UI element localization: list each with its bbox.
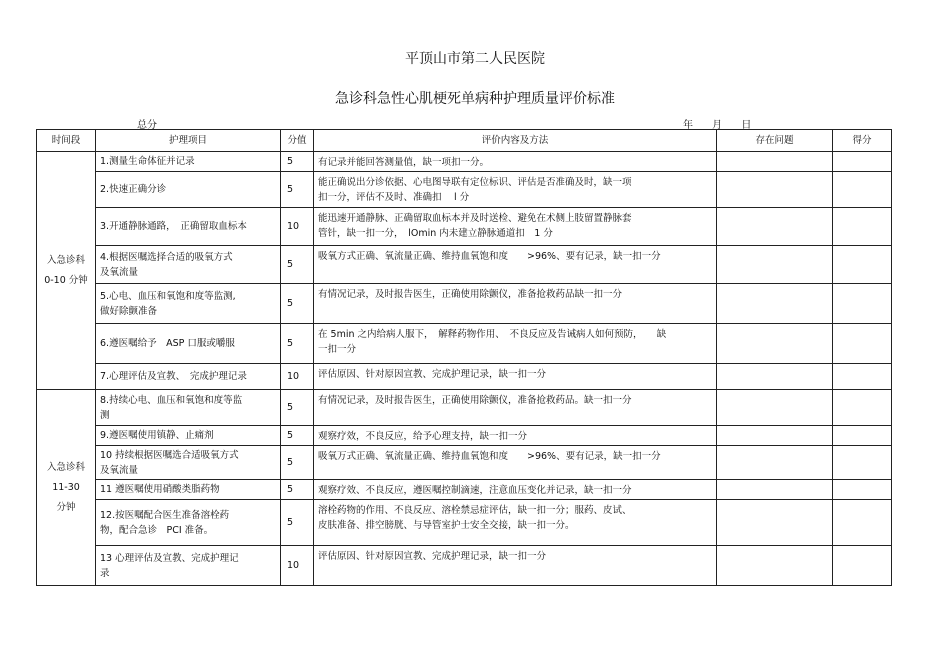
problems-cell: [717, 546, 833, 586]
points-cell: [833, 172, 892, 208]
problems-cell: [717, 284, 833, 324]
nursing-item-cell: 5.心电、血压和氧饱和度等监测, 做好除颤准备: [96, 284, 281, 324]
nursing-item-cell: 11 遵医嘱使用硝酸类脂药物: [96, 480, 281, 500]
table-row: [37, 390, 892, 426]
score-cell: 5: [281, 284, 314, 324]
header-score: 分值: [281, 130, 314, 152]
score-cell: 5: [281, 390, 314, 426]
nursing-item-cell: 12.按医嘱配合医生准备溶栓药 物，配合急诊 PCI 准备。: [96, 500, 281, 546]
nursing-item-cell: 8.持续心电、血压和氧饱和度等监 测: [96, 390, 281, 426]
evaluation-content-cell: 观察疗效，不良反应，给予心理支持，缺一扣一分: [314, 426, 717, 446]
total-score-label: 总分: [137, 120, 157, 131]
evaluation-content-cell: 评估原因、针对原因宣教、完成护理记录，缺一扣一分: [314, 364, 717, 390]
evaluation-content-cell: 能迅速开通静脉、正确留取血标本并及时送检、避免在术侧上肢留置静脉套 管针，缺一扣一分， lOmin 内未建立静脉通道扣 1 分: [314, 208, 717, 246]
nursing-item-cell: 13 心理评估及宣教、完成护理记 录: [96, 546, 281, 586]
score-cell: 10: [281, 546, 314, 586]
score-cell: 5: [281, 446, 314, 480]
score-cell: 5: [281, 480, 314, 500]
nursing-item-cell: 10 持续根据医嘱选合适吸氧方式 及氧流量: [96, 446, 281, 480]
header-time-period: 时间段: [37, 130, 96, 152]
table-header-row: [37, 130, 892, 152]
date-label: 年 月 日: [683, 120, 752, 131]
points-cell: [833, 390, 892, 426]
problems-cell: [717, 172, 833, 208]
evaluation-content-cell: 有记录并能回答测量值，缺一项扣一分。: [314, 152, 717, 172]
time-period-cell: 入急诊科 0-10 分钟: [37, 152, 96, 390]
points-cell: [833, 284, 892, 324]
evaluation-content-cell: 评估原因、针对原因宣教、完成护理记录，缺一扣一分: [314, 546, 717, 586]
points-cell: [833, 446, 892, 480]
problems-cell: [717, 446, 833, 480]
points-cell: [833, 364, 892, 390]
score-cell: 5: [281, 172, 314, 208]
table-row: [37, 172, 892, 208]
table-row: [37, 208, 892, 246]
score-cell: 5: [281, 246, 314, 284]
score-cell: 10: [281, 208, 314, 246]
points-cell: [833, 480, 892, 500]
nursing-item-cell: 9.遵医嘱使用镇静、止痛剂: [96, 426, 281, 446]
problems-cell: [717, 390, 833, 426]
problems-cell: [717, 500, 833, 546]
evaluation-content-cell: 有情况记录，及时报告医生，正确使用除颤仪，准备抢救药品。缺一扣一分: [314, 390, 717, 426]
nursing-item-cell: 6.遵医嘱给予 ASP 口服或嚼服: [96, 324, 281, 364]
nursing-item-cell: 7.心理评估及宣教、 完成护理记录: [96, 364, 281, 390]
problems-cell: [717, 426, 833, 446]
hospital-name: 平顶山市第二人民医院: [405, 51, 545, 67]
score-cell: 5: [281, 152, 314, 172]
points-cell: [833, 246, 892, 284]
points-cell: [833, 324, 892, 364]
problems-cell: [717, 324, 833, 364]
table-row: [37, 480, 892, 500]
header-evaluation-method: 评价内容及方法: [314, 130, 717, 152]
problems-cell: [717, 480, 833, 500]
score-cell: 10: [281, 364, 314, 390]
points-cell: [833, 208, 892, 246]
nursing-item-cell: 3.开通静脉通路， 正确留取血标本: [96, 208, 281, 246]
nursing-item-cell: 4.根据医嘱选择合适的吸氧方式 及氧流量: [96, 246, 281, 284]
score-cell: 5: [281, 500, 314, 546]
header-nursing-item: 护理项目: [96, 130, 281, 152]
table-row: [37, 284, 892, 324]
problems-cell: [717, 152, 833, 172]
evaluation-content-cell: 吸氧万式正确、氧流量正确、维持血氧饱和度 >96%、要有记录，缺一扣一分: [314, 446, 717, 480]
points-cell: [833, 152, 892, 172]
nursing-item-cell: 1.测量生命体征并记录: [96, 152, 281, 172]
time-period-cell: 入急诊科 11-30 分钟: [37, 390, 96, 586]
score-cell: 5: [281, 426, 314, 446]
nursing-item-cell: 2.快速正确分诊: [96, 172, 281, 208]
evaluation-content-cell: 吸氧方式正确、氧流量正确、维持血氧饱和度 >96%、要有记录，缺一扣一分: [314, 246, 717, 284]
evaluation-content-cell: 观察疗效、不良反应，遵医嘱控制滴速，注意血压变化并记录，缺一扣一分: [314, 480, 717, 500]
evaluation-content-cell: 在 5min 之内给病人服下， 解释药物作用、 不良反应及告诫病人如何预防， 缺 一扣一分: [314, 324, 717, 364]
problems-cell: [717, 208, 833, 246]
problems-cell: [717, 246, 833, 284]
table-row: [37, 546, 892, 586]
table-row: [37, 152, 892, 172]
evaluation-content-cell: 溶栓药物的作用、不良反应、溶栓禁忌症评估，缺一扣一分；服药、皮试、 皮肤准备、排空膀胱、与导管室护士安全交接，缺一扣一分。: [314, 500, 717, 546]
evaluation-content-cell: 能正确说出分诊依据、心电图导联有定位标识、评估是否准确及时，缺一项 扣一分，评估不及时、准确扣 l 分: [314, 172, 717, 208]
header-points: 得分: [833, 130, 892, 152]
score-cell: 5: [281, 324, 314, 364]
table-row: [37, 324, 892, 364]
table-row: [37, 426, 892, 446]
table-row: [37, 364, 892, 390]
problems-cell: [717, 364, 833, 390]
points-cell: [833, 546, 892, 586]
table-row: [37, 500, 892, 546]
document-title: 急诊科急性心肌梗死单病种护理质量评价标准: [335, 91, 615, 107]
header-problems: 存在问题: [717, 130, 833, 152]
points-cell: [833, 426, 892, 446]
evaluation-table: [36, 129, 892, 586]
table-row: [37, 246, 892, 284]
table-row: [37, 446, 892, 480]
points-cell: [833, 500, 892, 546]
evaluation-content-cell: 有情况记录，及时报告医生，正确使用除颤仪，准备抢救药品缺一扣一分: [314, 284, 717, 324]
